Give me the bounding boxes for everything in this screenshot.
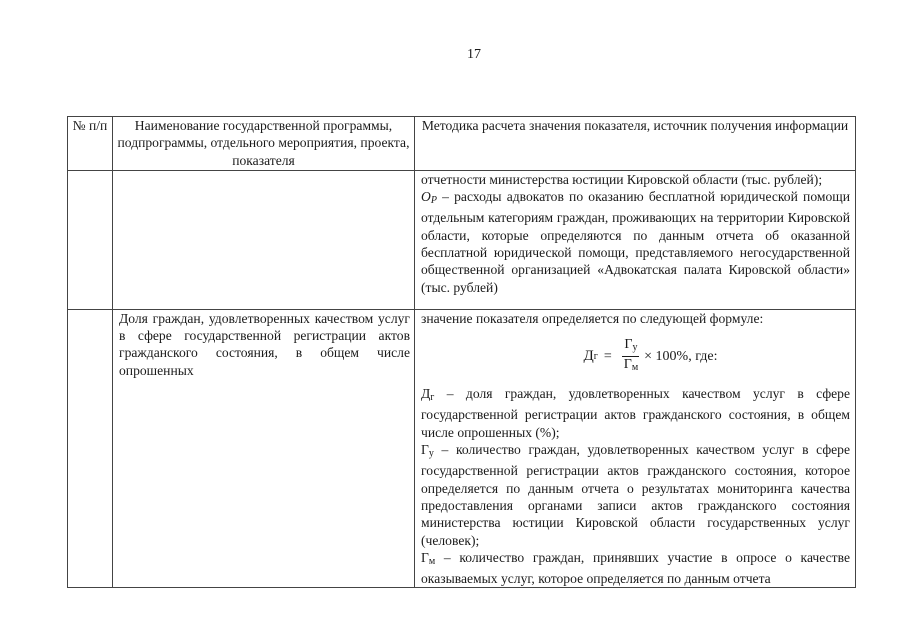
header-number: № п/п	[68, 117, 113, 171]
table-row	[68, 170, 856, 309]
definition-gm	[421, 549, 850, 588]
formula-suffix: , где:	[688, 348, 718, 364]
formula-times: × 100%	[644, 348, 689, 364]
table-row	[68, 309, 856, 588]
formula-numerator-symbol: Г	[624, 336, 633, 352]
formula-denominator-symbol: Г	[623, 356, 632, 372]
dg-text: – доля граждан, удовлетворенных качеством услуг в сфере государственной регистрации актов гражданского состояния, в общем числе опрошенных (%);	[421, 386, 850, 440]
formula-lhs-sub: г	[593, 350, 598, 362]
formula-denominator-sub: м	[631, 361, 639, 373]
row1-method-p2	[421, 188, 850, 296]
gm-subscript: м	[428, 555, 436, 567]
formula	[421, 327, 850, 385]
formula-equals: =	[603, 348, 612, 364]
gu-symbol: Г	[421, 442, 429, 458]
header-name: Наименование государственной программы, подпрограммы, отдельного мероприятия, проекта, показателя	[113, 117, 415, 171]
dg-subscript: г	[430, 392, 435, 404]
row2-method	[415, 309, 856, 588]
row2-name: Доля граждан, удовлетворенных качеством услуг в сфере государственной регистрации актов гражданского состояния, в общем числе опрошенных	[113, 309, 415, 588]
row1-method-p1: отчетности министерства юстиции Кировской области (тыс. рублей);	[421, 171, 823, 187]
header-method: Методика расчета значения показателя, источник получения информации	[415, 117, 856, 171]
dg-symbol: Д	[421, 386, 431, 402]
gu-text: – количество граждан, удовлетворенных качеством услуг в сфере государственной регистрации актов гражданского состояния, которое определяется по данным отчета о результатах мониторинга качества предоставления органами записи актов гражданского состояния министерства юстиции Кировской области государственных услуг (человек);	[421, 442, 850, 548]
op-symbol: O	[421, 189, 431, 205]
row1-method	[415, 170, 856, 309]
gm-text: – количество граждан, принявших участие в опросе о качестве оказываемых услуг, которое определяется по данным отчета	[421, 549, 850, 587]
row2-number	[68, 309, 113, 588]
op-definition: – расходы адвокатов по оказанию бесплатной юридической помощи отдельным категориям граждан, проживающих на территории Кировской области, которые определяются по данным отчета об оказанной бесплатной юридической помощи, представляемого негосударственной общественной организацией «Адвокатская палата Кировской области» (тыс. рублей)	[421, 189, 850, 295]
op-subscript: P	[430, 195, 437, 207]
gm-symbol: Г	[421, 549, 429, 565]
definition-dg	[421, 385, 850, 441]
row1-number	[68, 170, 113, 309]
methodology-table	[67, 116, 856, 588]
formula-lhs: Д	[583, 347, 594, 364]
page-number: 17	[467, 47, 481, 62]
gu-subscript: у	[428, 448, 434, 460]
definition-gu	[421, 441, 850, 549]
formula-numerator	[622, 337, 639, 357]
row2-method-intro: значение показателя определяется по следующей формуле:	[421, 310, 764, 326]
formula-numerator-sub: у	[632, 341, 638, 353]
table-header-row	[68, 117, 856, 171]
formula-denominator	[622, 357, 640, 376]
formula-fraction	[622, 337, 640, 376]
row1-name	[113, 170, 415, 309]
